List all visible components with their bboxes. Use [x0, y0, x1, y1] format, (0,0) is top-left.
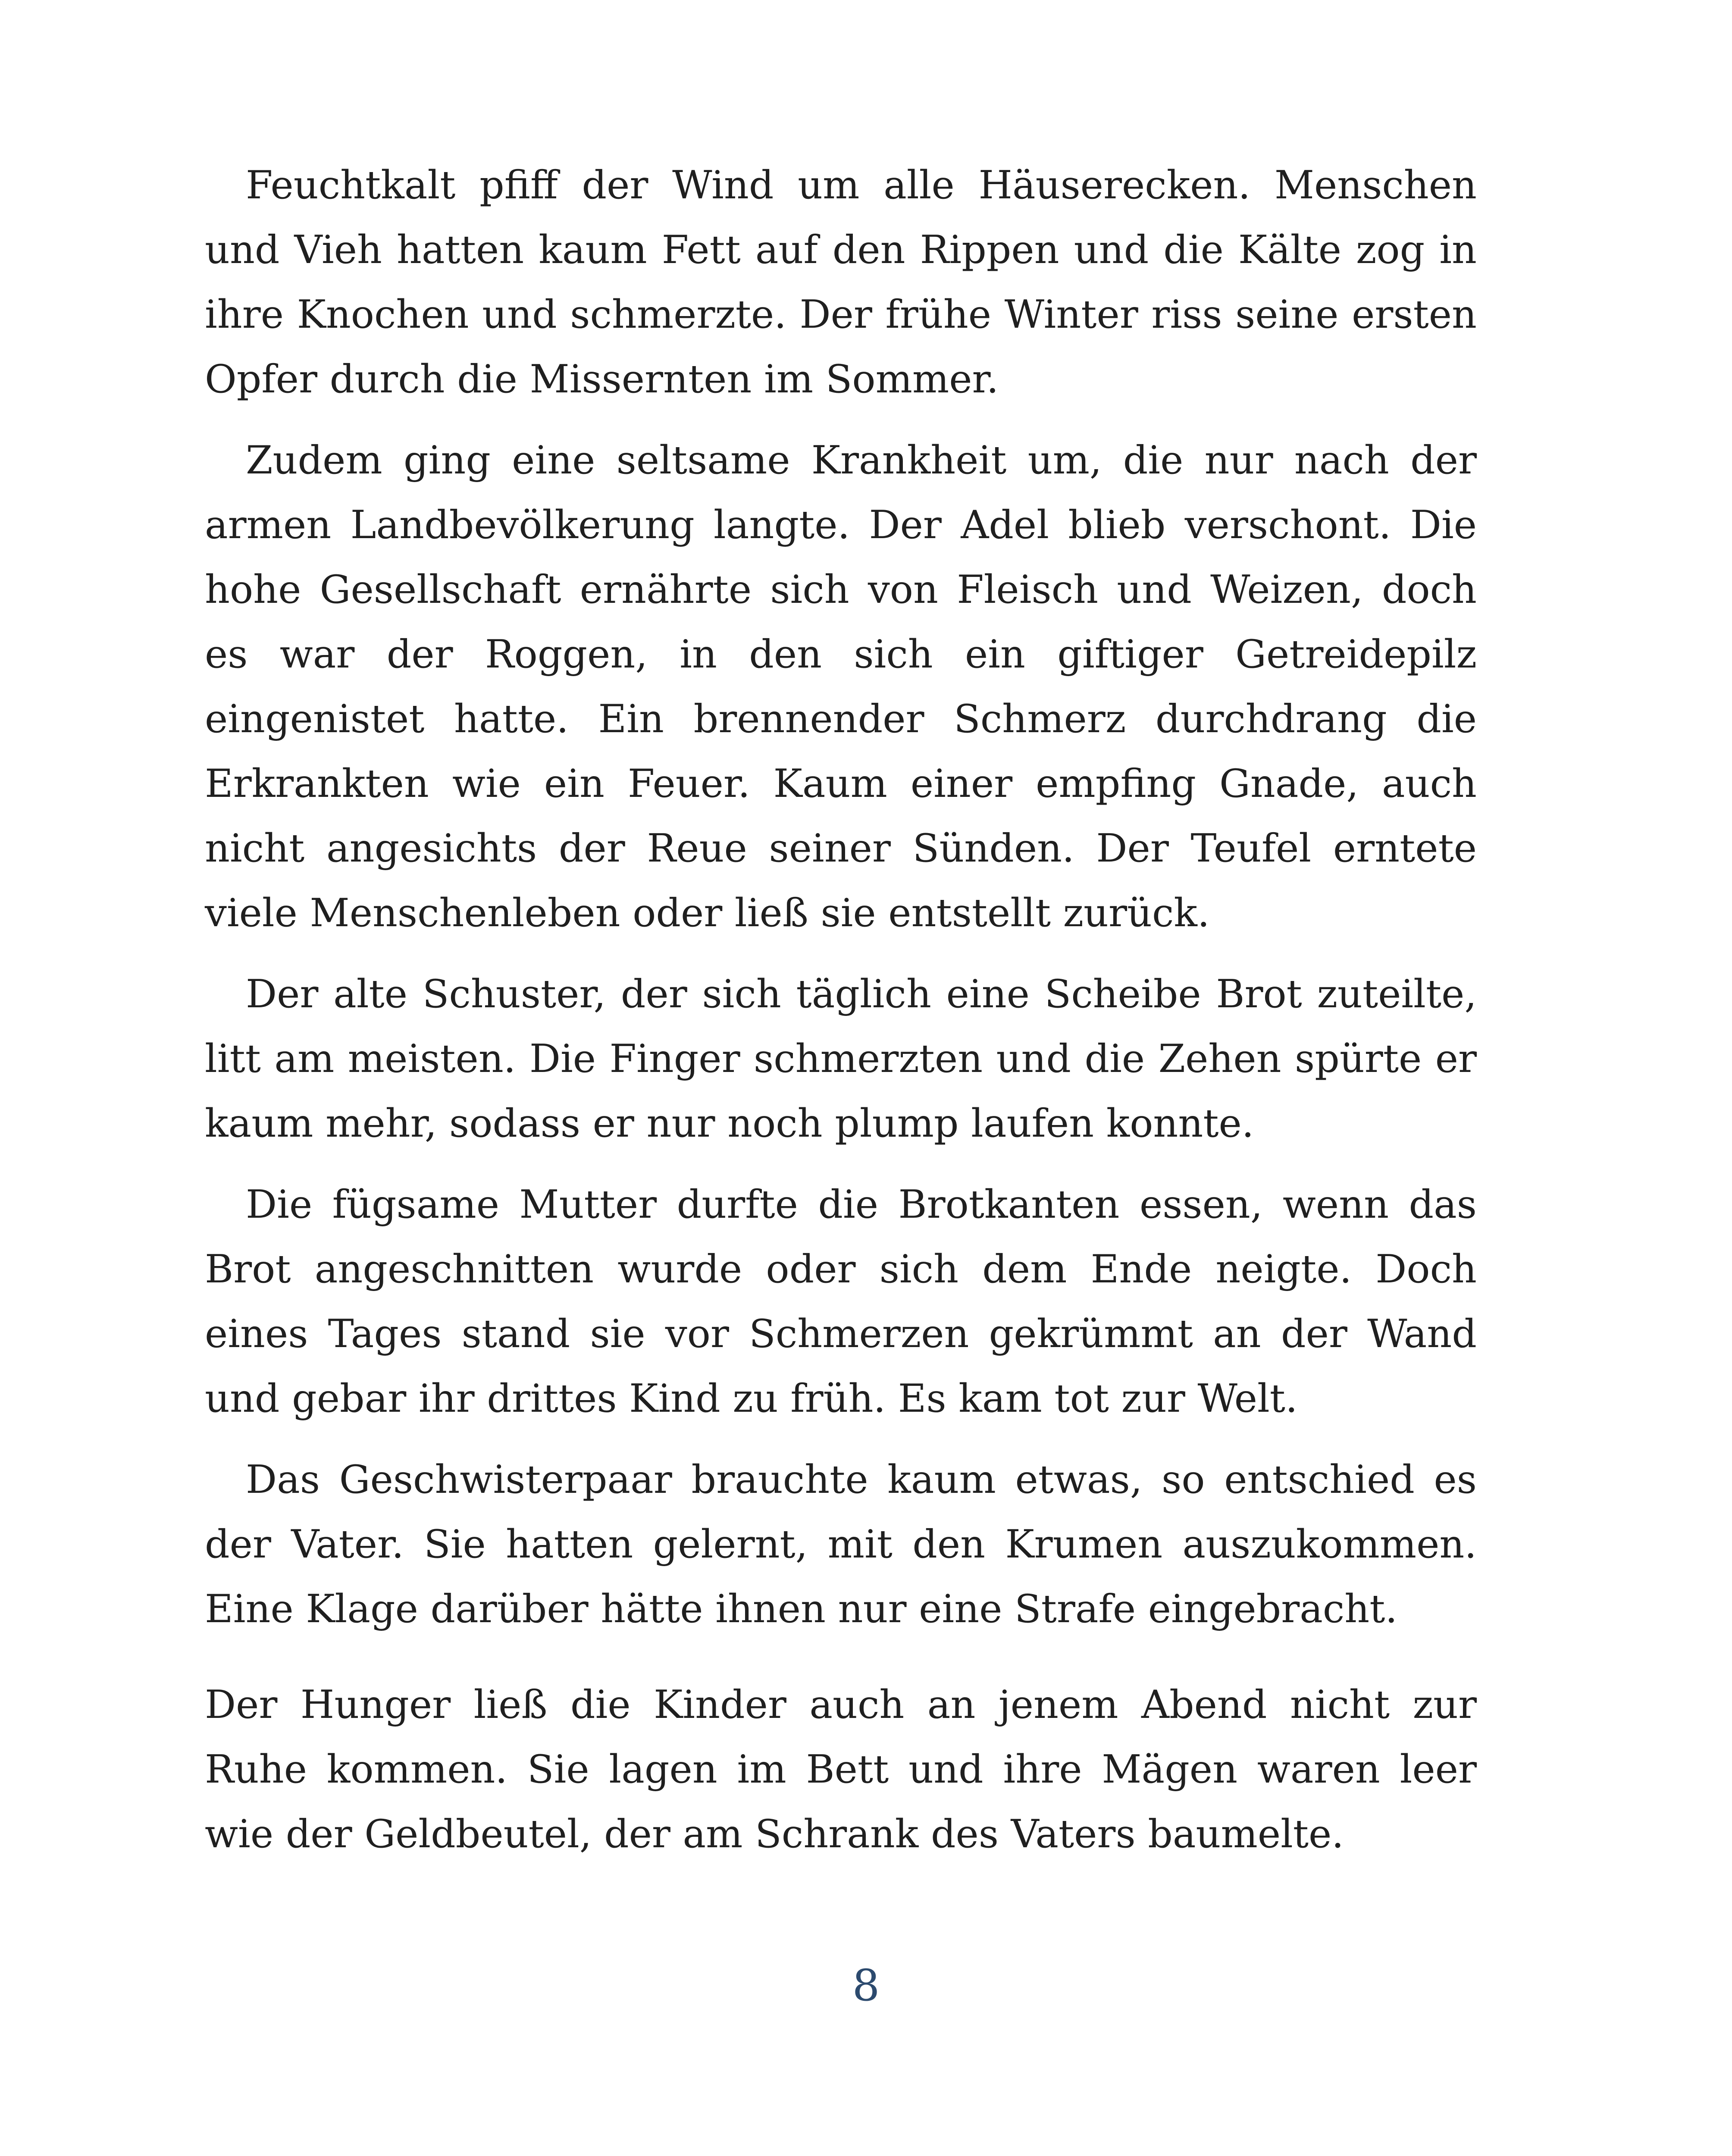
paragraph-5: Das Geschwisterpaar brauchte kaum etwas, so entschied es der Vater. Sie hatten gelernt, mit den Krumen auszukommen. Eine Klage darüber hätte ihnen nur eine Strafe eingebracht. [205, 1457, 1477, 1632]
paragraph-3: Der alte Schuster, der sich täglich eine Scheibe Brot zuteilte, litt am meisten. Die Finger schmerzten und die Zehen spürte er kaum mehr, sodass er nur noch plump laufen konnte. [205, 971, 1477, 1146]
body-text [205, 153, 1477, 1883]
paragraph-2: Zudem ging eine seltsame Krankheit um, die nur nach der armen Landbevölkerung langte. Der Adel blieb verschont. Die hohe Gesellschaft ernährte sich von Fleisch und Weizen, doch es war der Roggen, in den sich ein giftiger Getreidepilz eingenistet hatte. Ein brennender Schmerz durchdrang die Erkrankten wie ein Feuer. Kaum einer empfing Gnade, auch nicht angesichts der Reue seiner Sünden. Der Teufel erntete viele Menschenleben oder ließ sie entstellt zurück. [205, 438, 1477, 936]
paragraph-4: Die fügsame Mutter durfte die Brotkanten essen, wenn das Brot angeschnitten wurde oder sich dem Ende neigte. Doch eines Tages stand sie vor Schmerzen gekrümmt an der Wand und gebar ihr drittes Kind zu früh. Es kam tot zur Welt. [205, 1182, 1477, 1421]
paragraph-1: Feuchtkalt pfiff der Wind um alle Häuserecken. Menschen und Vieh hatten kaum Fett auf den Rippen und die Kälte zog in ihre Knochen und schmerzte. Der frühe Winter riss seine ersten Opfer durch die Missernten im Sommer. [205, 163, 1477, 402]
page-number: 8 [852, 1960, 880, 2011]
paragraph-6: Der Hunger ließ die Kinder auch an jenem Abend nicht zur Ruhe kommen. Sie lagen im Bett und ihre Mägen waren leer wie der Geldbeutel, der am Schrank des Vaters baumelte. [205, 1682, 1477, 1857]
